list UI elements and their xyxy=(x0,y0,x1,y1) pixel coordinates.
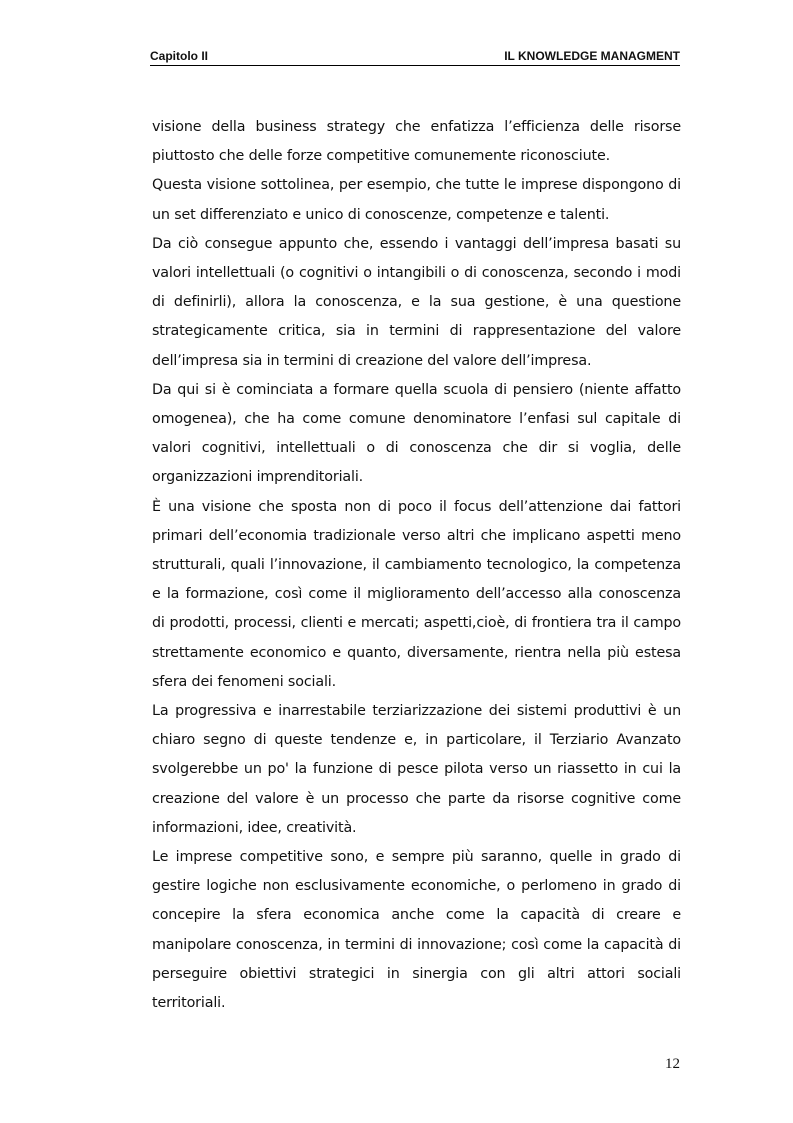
paragraph: È una visione che sposta non di poco il focus dell’attenzione dai fattori primari dell’economia tradizionale verso altri che implicano aspetti meno strutturali, quali l’innovazione, il cambiamento tecnologico, la competenza e la formazione, così come il miglioramento dell’accesso alla conoscenza di prodotti, processi, clienti e mercati; aspetti,cioè, di frontiera tra il campo strettamente economico e quanto, diversamente, rientra nella più estesa sfera dei fenomeni sociali. xyxy=(152,498,681,690)
paragraph: visione della business strategy che enfatizza l’efficienza delle risorse piuttosto che delle forze competitive comunemente riconosciute. xyxy=(152,119,681,165)
chapter-label: Capitolo II xyxy=(150,49,208,63)
paragraph: Da ciò consegue appunto che, essendo i vantaggi dell’impresa basati su valori intellettuali (o cognitivi o intangibili o di conoscenza, secondo i modi di definirli), allora la conoscenza, e la sua gestione, è una questione strategicamente critica, sia in termini di rappresentazione del valore dell’impresa sia in termini di creazione del valore dell’impresa. xyxy=(152,235,681,369)
running-header xyxy=(150,49,680,66)
page-number: 12 xyxy=(665,1056,680,1072)
paragraph: Le imprese competitive sono, e sempre più saranno, quelle in grado di gestire logiche non esclusivamente economiche, o perlomeno in grado di concepire la sfera economica anche come la capacità di creare e manipolare conoscenza, in termini di innovazione; così come la capacità di perseguire obiettivi strategici in sinergia con gli altri attori sociali territoriali. xyxy=(152,849,681,1012)
chapter-title: IL KNOWLEDGE MANAGMENT xyxy=(504,49,680,63)
paragraph: Questa visione sottolinea, per esempio, che tutte le imprese dispongono di un set differenziato e unico di conoscenze, competenze e talenti. xyxy=(152,177,681,223)
body-text xyxy=(152,113,681,1018)
paragraph: Da qui si è cominciata a formare quella scuola di pensiero (niente affatto omogenea), che ha come comune denominatore l’enfasi sul capitale di valori cognitivi, intellettuali o di conoscenza che dir si voglia, delle organizzazioni imprenditoriali. xyxy=(152,381,681,486)
paragraph: La progressiva e inarrestabile terziarizzazione dei sistemi produttivi è un chiaro segno di queste tendenze e, in particolare, il Terziario Avanzato svolgerebbe un po' la funzione di pesce pilota verso un riassetto in cui la creazione del valore è un processo che parte da risorse cognitive come informazioni, idee, creatività. xyxy=(152,703,681,836)
